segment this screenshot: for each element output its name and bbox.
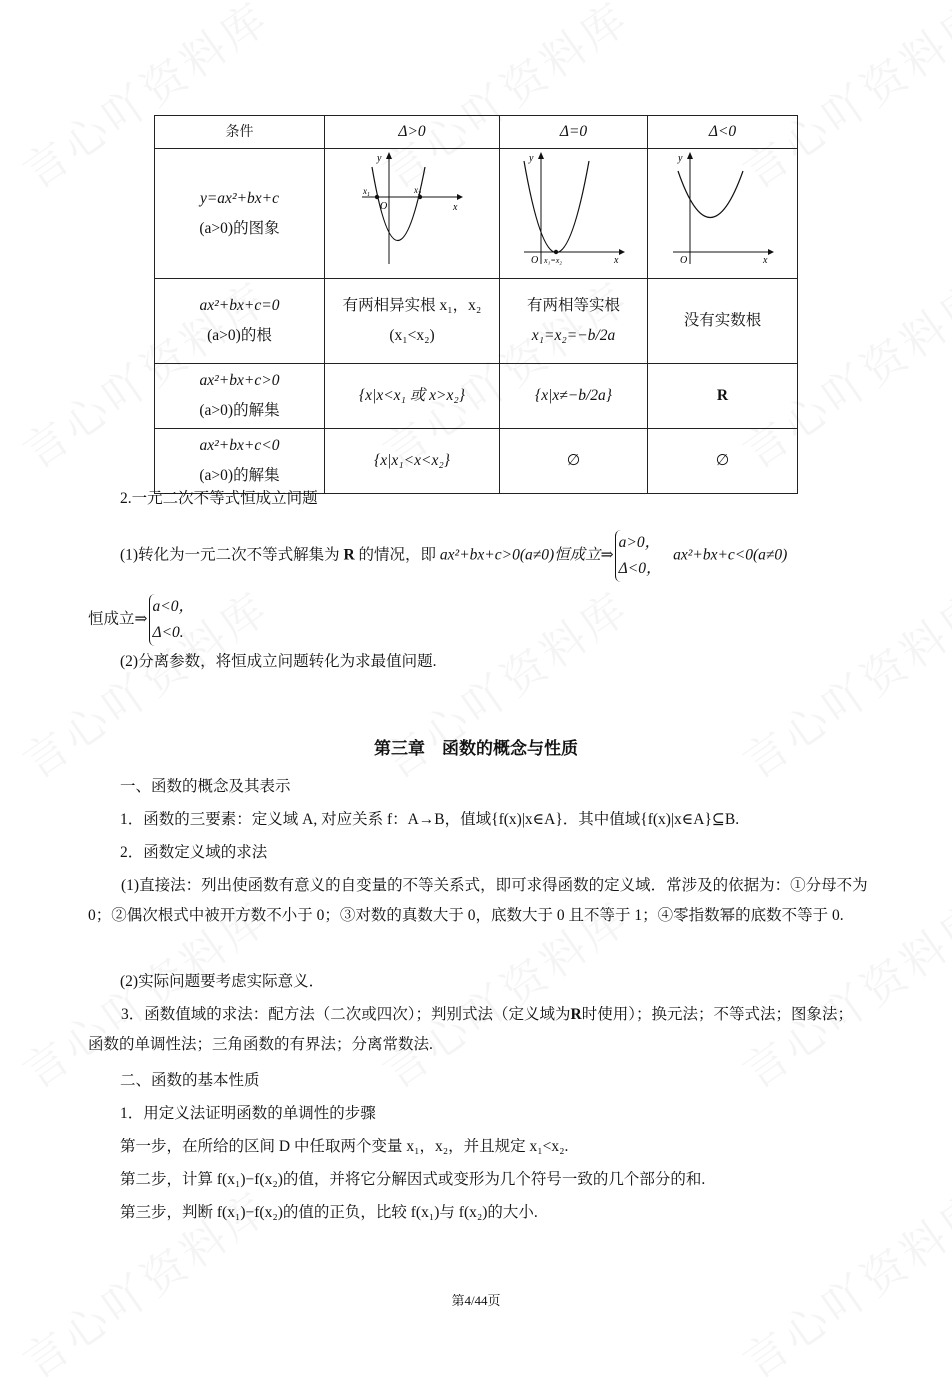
paragraph-domain-methods: 2．函数定义域的求法 [120,844,268,861]
case1-line1: a>0， [618,534,661,551]
gt-delta-positive: {x|x<x₁ 或 x>x₂} [325,364,500,429]
paragraph-direct-method: (1)直接法：列出使函数有意义的自变量的不等关系式，即可求得函数的定义域．常涉及的依据为：①分母不为 0；②偶次根式中被开方数不小于 0；③对数的真数大于 0，底数大于 0 且不等于 1；④零指数幂的底数不等于 0. [88,877,868,924]
paragraph-three-elements: 1．函数的三要素：定义域 A, 对应关系 f：A→B，值域{f(x)|x∈A}．其中值域{f(x)|x∈A}⊆B. [120,811,740,828]
svg-text:x₁=x₂: x₁=x₂ [543,256,562,265]
section-heading-inequality: 2.一元二次不等式恒成立问题 [120,490,318,507]
case-brace-1 [615,530,662,582]
case2-line2: Δ<0. [152,624,184,641]
range-methods-post: 时使用）；换元法；不等式法；图象法；函数的单调性法；三角函数的有界法；分离常数法. [88,1006,853,1053]
roots-delta-negative: 没有实数根 [648,279,798,364]
lt-label-line1: ax²+bx+c<0 [199,437,280,454]
paragraph-item1 [120,530,880,582]
lt-delta-zero: ∅ [500,429,648,494]
svg-text:O: O [530,255,538,266]
svg-text:y: y [677,153,682,164]
roots-label-line1: ax²+bx+c=0 [199,297,280,314]
case2-line1: a<0， [152,598,194,615]
chapter-title: 第三章 函数的概念与性质 [374,739,578,759]
item1-continuation: 恒成立⇒ [88,610,148,628]
paragraph-item2: (2)分离参数，将恒成立问题转化为求最值问题. [120,653,437,670]
svg-text:y: y [377,153,382,164]
lt-delta-negative: ∅ [648,429,798,494]
header-delta-positive: Δ>0 [325,116,500,149]
lt-label-line2: (a>0)的解集 [199,467,280,484]
paragraph-range-methods [88,1000,868,1060]
item1-prefix: (1)转化为一元二次不等式解集为 [120,546,340,564]
svg-text:x: x [762,255,767,266]
svg-text:x: x [453,202,458,213]
gt-delta-negative: R [648,364,798,429]
paragraph-step1: 第一步，在所给的区间 D 中任取两个变量 x₁，x₂，并且规定 x₁<x₂. [120,1138,569,1155]
gt-label-line2: (a>0)的解集 [199,402,280,419]
paragraph-step3: 第三步，判断 f(x₁)−f(x₂)的值的正负，比较 f(x₁)与 f(x₂)的大小. [120,1204,538,1221]
real-set-R: R [570,1006,582,1023]
subsection-heading-concept: 一、函数的概念及其表示 [120,778,291,795]
table-row-graph [155,149,798,279]
roots-gt0-line2: (x₁<x₂) [389,327,435,344]
header-delta-negative: Δ<0 [648,116,798,149]
roots-delta-zero [500,279,648,364]
graph-delta-negative [648,149,798,279]
svg-text:x1: $x_1$ [363,186,370,198]
header-condition: 条件 [155,116,325,149]
subsection-heading-properties: 二、函数的基本性质 [120,1072,260,1089]
graph-label-line2: (a>0)的图象 [199,219,280,237]
paragraph-item1-cont [88,594,868,646]
table-row-positive-solution [155,364,798,429]
page-number: 第4/44页 [451,1293,501,1308]
paragraph-monotonic-steps: 1．用定义法证明函数的单调性的步骤 [120,1105,376,1122]
table-row-roots [155,279,798,364]
parabola-no-root-graph [668,149,778,267]
range-methods-pre: 3．函数值域的求法：配方法（二次或四次）；判别式法（定义域为 [121,1006,571,1023]
quadratic-summary-table [154,115,798,494]
roots-delta-positive [325,279,500,364]
row-label-graph [155,149,325,279]
item1-condition1: ax²+bx+c>0(a≠0)恒成立⇒ [439,546,614,564]
item1-condition2: ax²+bx+c<0(a≠0) [673,546,788,564]
case-brace-2 [149,594,194,646]
roots-eq0-line2: x₁=x₂=−b/2a [531,327,616,344]
roots-eq0-line1: 有两相等实根 [526,297,620,314]
header-delta-zero: Δ=0 [500,116,648,149]
real-set-R: R [343,546,355,564]
roots-label-line2: (a>0)的根 [207,327,272,344]
svg-text:y: y [528,153,533,164]
svg-text:O: O [380,201,388,212]
gt-delta-zero: {x|x≠−b/2a} [500,364,648,429]
graph-label-line1: y=ax²+bx+c [199,189,280,207]
graph-delta-positive [325,149,500,279]
svg-text:O: O [679,255,687,266]
gt-label-line1: ax²+bx+c>0 [199,372,280,389]
row-label-positive [155,364,325,429]
paragraph-practical: (2)实际问题要考虑实际意义． [120,973,325,990]
lt-delta-positive: {x|x₁<x<x₂} [325,429,500,494]
table-header-row [155,116,798,149]
svg-text:x: x [613,255,618,266]
parabola-two-roots-graph [357,149,467,267]
graph-delta-zero [500,149,648,279]
roots-gt0-line1: 有两相异实根 x₁，x₂ [342,297,482,314]
case1-line2: Δ<0， [618,560,662,577]
parabola-one-root-graph [519,149,629,267]
paragraph-step2: 第二步，计算 f(x₁)−f(x₂)的值，并将它分解因式或变形为几个符号一致的几个部分的和. [120,1171,706,1188]
item1-mid: 的情况，即 [358,546,437,564]
row-label-roots [155,279,325,364]
svg-text:x2: $x_2$ [414,185,421,197]
